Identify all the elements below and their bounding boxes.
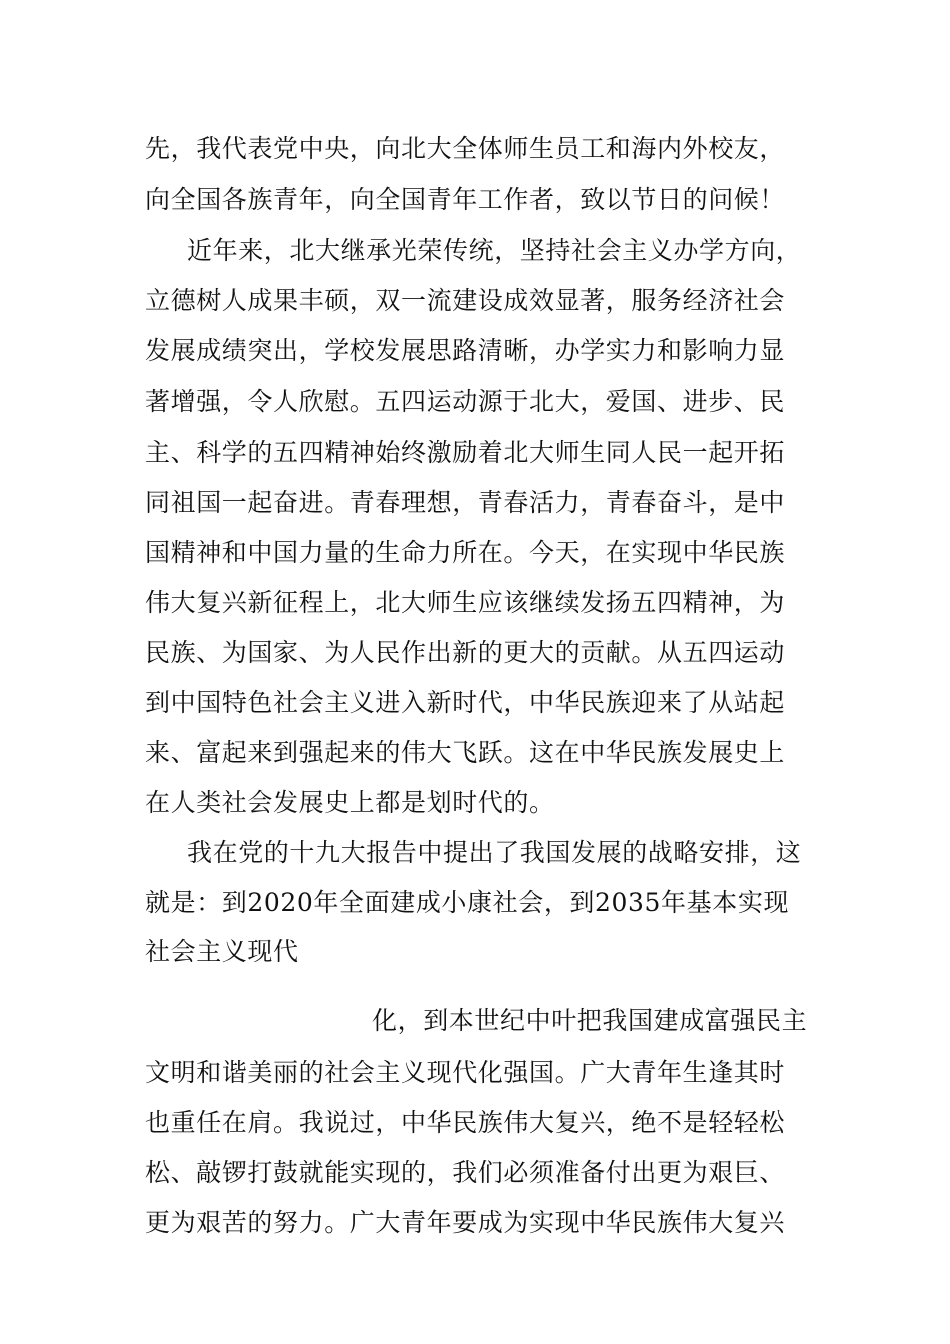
text-line: 到中国特色社会主义进入新时代，中华民族迎来了从站起 (145, 688, 786, 717)
text-line: 伟大复兴新征程上，北大师生应该继续发扬五四精神，为 (145, 588, 786, 617)
text-line: 在人类社会发展史上都是划时代的。 (145, 788, 555, 817)
paragraph-start-line: 我在党的十九大报告中提出了我国发展的战略安排，这 (187, 838, 802, 867)
text-line: 文明和谐美丽的社会主义现代化强国。广大青年生逢其时 (145, 1058, 786, 1087)
paragraph-start-line: 近年来，北大继承光荣传统，坚持社会主义办学方向， (187, 236, 802, 265)
text-line: 民族、为国家、为人民作出新的更大的贡献。从五四运动 (145, 638, 786, 667)
text-line: 同祖国一起奋进。青春理想，青春活力，青春奋斗，是中 (145, 488, 786, 517)
text-line: 也重任在肩。我说过，中华民族伟大复兴，绝不是轻轻松 (145, 1108, 786, 1137)
text-line: 更为艰苦的努力。广大青年要成为实现中华民族伟大复兴 (145, 1208, 786, 1237)
text-line: 主、科学的五四精神始终激励着北大师生同人民一起开拓 (145, 438, 786, 467)
text-line: 向全国各族青年，向全国青年工作者，致以节日的问候！ (145, 185, 786, 214)
text-line: 社会主义现代 (145, 937, 299, 966)
text-line: 著增强，令人欣慰。五四运动源于北大，爱国、进步、民 (145, 387, 786, 416)
text-line: 先，我代表党中央，向北大全体师生员工和海内外校友， (145, 134, 786, 163)
text-line: 就是：到2020年全面建成小康社会，到2035年基本实现 (145, 888, 790, 917)
text-line: 来、富起来到强起来的伟大飞跃。这在中华民族发展史上 (145, 738, 786, 767)
text-line: 立德树人成果丰硕，双一流建设成效显著，服务经济社会 (145, 286, 786, 315)
text-line: 国精神和中国力量的生命力所在。今天，在实现中华民族 (145, 538, 786, 567)
text-line: 化，到本世纪中叶把我国建成富强民主 (372, 1006, 808, 1035)
text-line: 松、敲锣打鼓就能实现的，我们必须准备付出更为艰巨、 (145, 1158, 786, 1187)
text-line: 发展成绩突出，学校发展思路清晰，办学实力和影响力显 (145, 336, 786, 365)
